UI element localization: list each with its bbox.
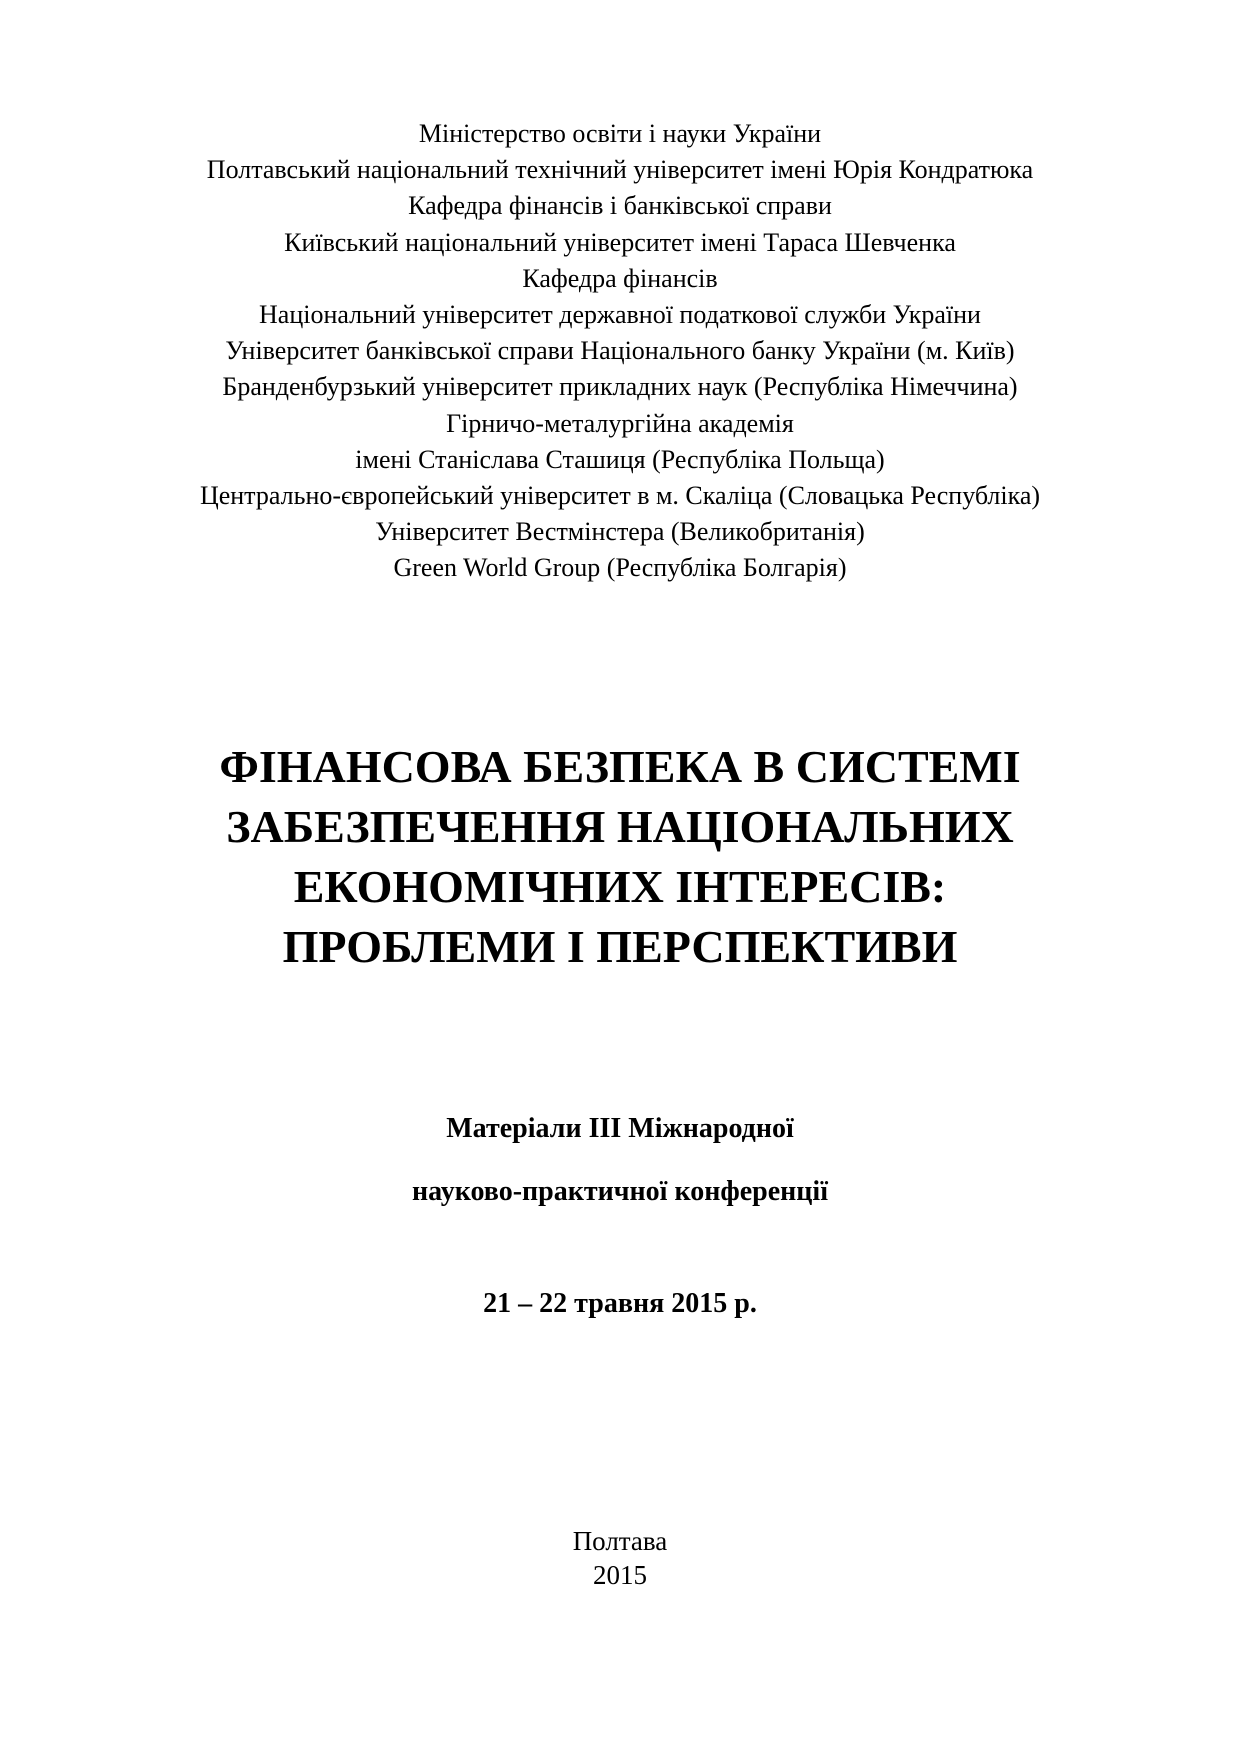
organization-line: Київський національний університет імені Тараса Шевченка xyxy=(284,227,956,257)
conference-date: 21 – 22 травня 2015 р. xyxy=(483,1288,757,1319)
organization-line: Полтавський національний технічний університет імені Юрія Кондратюка xyxy=(206,155,1034,185)
title-line: ЗАБЕЗПЕЧЕННЯ НАЦІОНАЛЬНИХ xyxy=(226,801,1014,852)
organization-line: Центрально-європейський університет в м. Скаліца (Словацька Республіка) xyxy=(199,480,1041,510)
title-line: ПРОБЛЕМИ І ПЕРСПЕКТИВИ xyxy=(282,921,958,972)
organization-line: Міністерство освіти і науки України xyxy=(418,119,822,148)
subtitle-line-1: Матеріали ІІІ Міжнародної xyxy=(446,1113,794,1144)
organization-line: Green World Group (Республіка Болгарія) xyxy=(393,553,847,583)
organization-line: імені Станіслава Сташиця (Республіка Польща) xyxy=(355,444,885,474)
organization-line: Гірничо-металургійна академія xyxy=(446,408,794,438)
organization-line: Кафедра фінансів і банківської справи xyxy=(408,191,832,221)
publication-city: Полтава xyxy=(572,1526,668,1556)
organization-line: Національний університет державної податкової служби України xyxy=(259,299,981,329)
document-title xyxy=(0,737,1240,977)
publication-place xyxy=(0,1524,1240,1592)
title-line: ЕКОНОМІЧНИХ ІНТЕРЕСІВ: xyxy=(293,861,947,912)
organization-line: Кафедра фінансів xyxy=(522,263,718,293)
publication-year: 2015 xyxy=(593,1560,647,1590)
subtitle-line-2: науково-практичної конференції xyxy=(412,1176,828,1207)
organization-line: Університет Вестмінстера (Великобританія) xyxy=(375,517,865,547)
organizations-list xyxy=(0,116,1240,586)
organization-line: Університет банківської справи Національного банку України (м. Київ) xyxy=(225,336,1015,366)
organization-line: Бранденбурзький університет прикладних наук (Республіка Німеччина) xyxy=(222,372,1018,402)
title-line: ФІНАНСОВА БЕЗПЕКА В СИСТЕМІ xyxy=(219,741,1021,792)
